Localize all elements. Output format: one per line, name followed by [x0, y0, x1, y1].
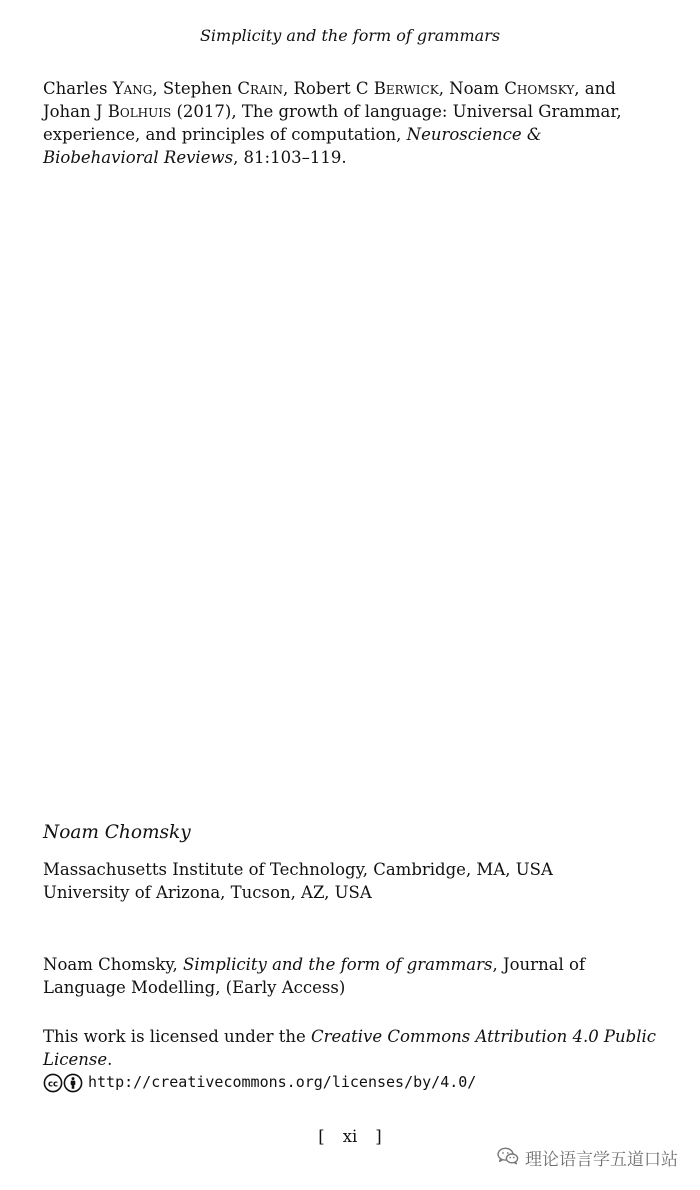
cc-icon — [43, 1073, 63, 1093]
attribution-icon — [63, 1073, 83, 1093]
license-url-link[interactable]: http://creativecommons.org/licenses/by/4.0/ — [88, 1073, 477, 1091]
reference-author-1-first: Charles — [43, 79, 113, 98]
page-number — [0, 1126, 700, 1148]
citation-title: Simplicity and the form of grammars — [183, 955, 493, 974]
page-number-value: xi — [342, 1127, 358, 1146]
reference-author-2-last: Crain — [237, 79, 283, 98]
reference-author-4-last: Chomsky — [504, 79, 575, 98]
running-header: Simplicity and the form of grammars — [199, 26, 501, 45]
license-statement — [43, 1025, 663, 1071]
cc-by-badge — [43, 1073, 83, 1093]
affiliation-line: Massachusetts Institute of Technology, Cambridge, MA, USA — [43, 860, 553, 879]
reference-author-3-last: Berwick — [373, 79, 439, 98]
license-text-prefix: This work is licensed under the — [43, 1027, 312, 1046]
reference-separator: , Noam — [438, 79, 505, 98]
citation-journal: , Journal of Language Modelling, (Early Access) — [43, 955, 586, 997]
reference-entry — [43, 77, 643, 169]
reference-journal: Neuroscience & Biobehavioral Reviews — [43, 125, 542, 167]
reference-volume-pages: , 81:103–119. — [233, 148, 347, 167]
watermark-text: 理论语言学五道口站 — [525, 1149, 678, 1170]
affiliation-line: University of Arizona, Tucson, AZ, USA — [43, 883, 372, 902]
citation-block — [43, 953, 643, 999]
reference-author-1-last: Yang — [112, 79, 153, 98]
license-block — [43, 1025, 663, 1094]
author-affiliations — [43, 858, 553, 904]
wechat-watermark — [497, 1147, 678, 1172]
license-link-row — [43, 1071, 663, 1094]
reference-separator: , Robert C — [282, 79, 374, 98]
author-name: Noam Chomsky — [43, 822, 191, 843]
reference-separator: , Stephen — [152, 79, 238, 98]
reference-year-title: (2017), The growth of language: Universal Grammar, experience, and principles of computation, — [43, 102, 622, 144]
license-text-suffix: . — [107, 1050, 113, 1069]
reference-author-5-last: Bolhuis — [107, 102, 172, 121]
license-name: Creative Commons Attribution 4.0 Public License — [43, 1027, 657, 1069]
reference-separator: , and Johan J — [43, 79, 616, 121]
page-number-bracket-close: ] — [375, 1127, 382, 1146]
citation-author: Noam Chomsky, — [43, 955, 184, 974]
wechat-icon — [497, 1147, 525, 1172]
svg-text:cc: cc — [47, 1078, 59, 1089]
page-number-bracket-open: [ — [318, 1127, 325, 1146]
